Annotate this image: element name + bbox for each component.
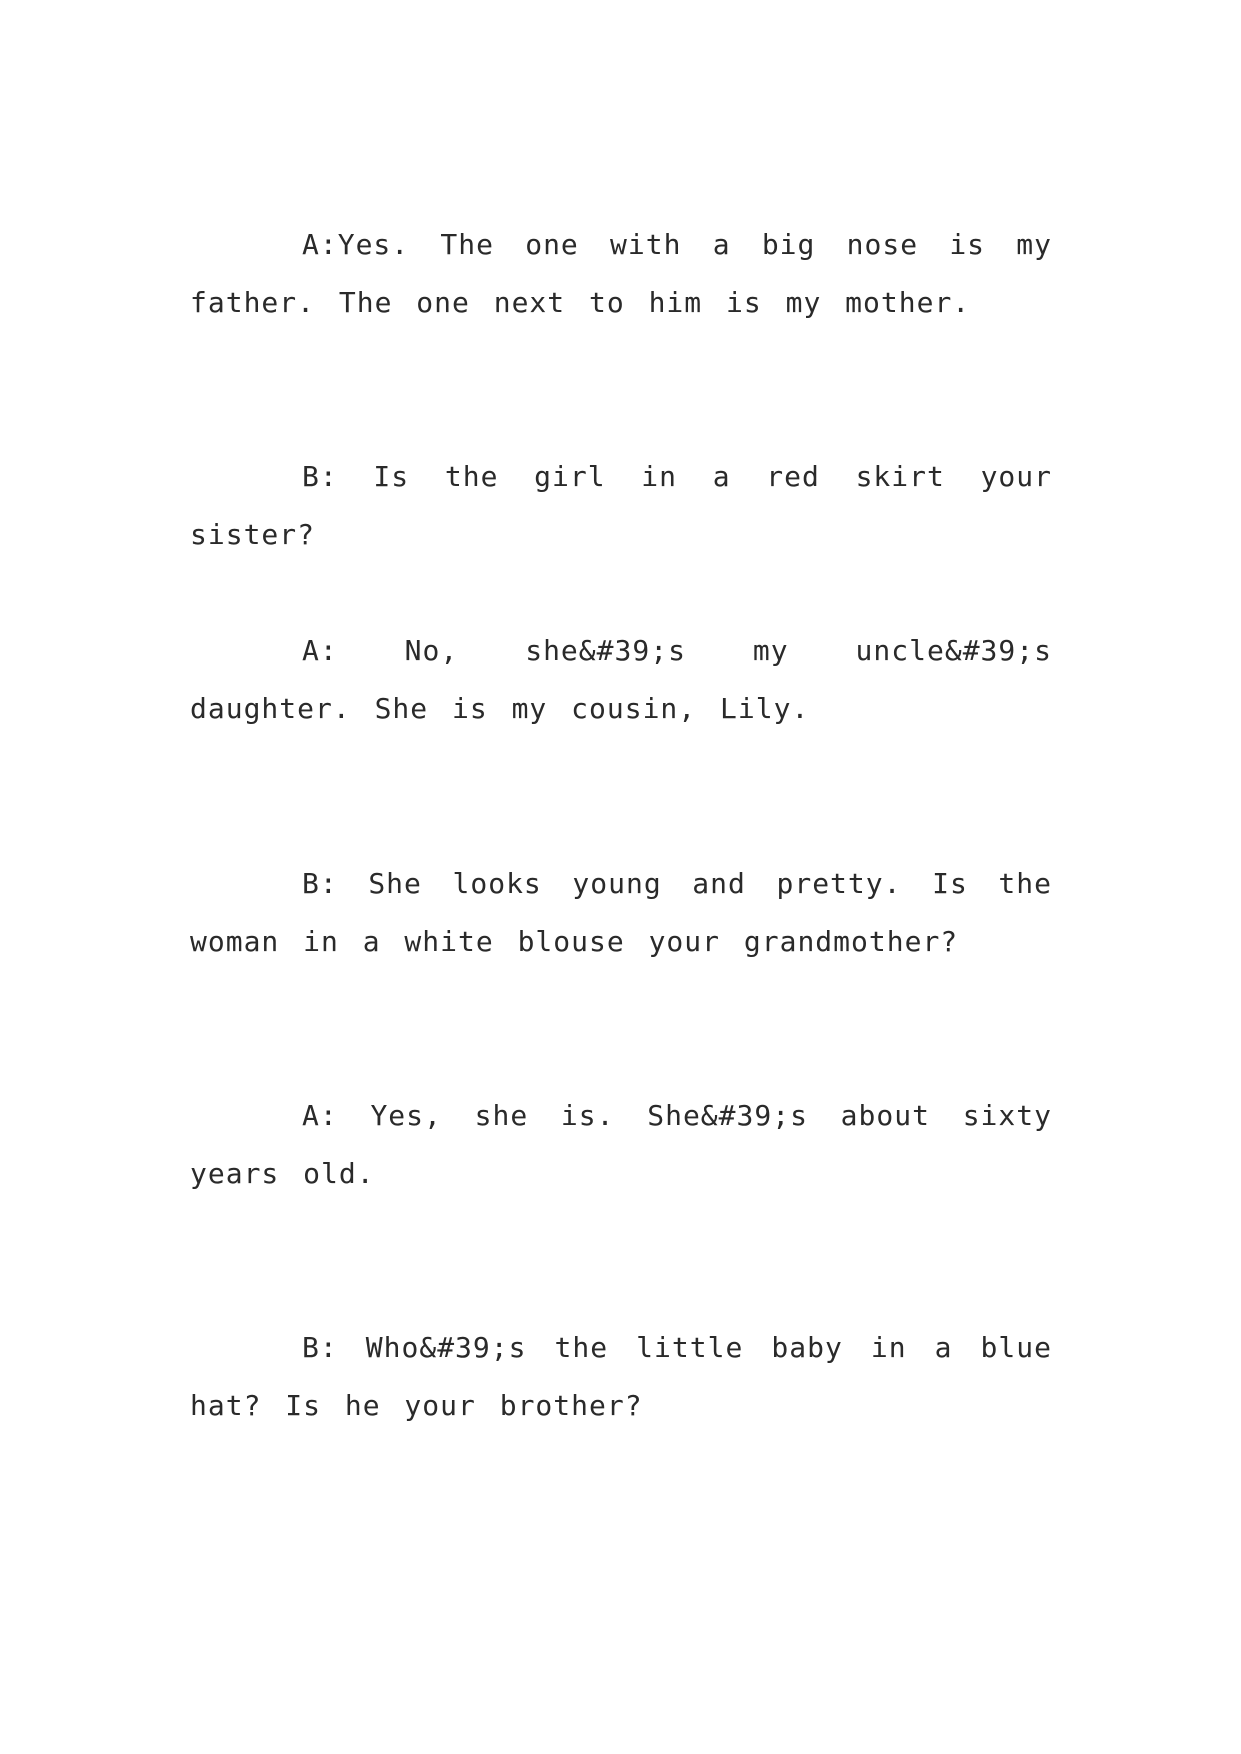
dialogue-line-b-1: B: Is the girl in a red skirt your sister?: [190, 460, 1052, 551]
dialogue-line-a-3: A: Yes, she is. She&#39;s about sixty years old.: [190, 1099, 1052, 1190]
dialogue-line-a-2: A: No, she&#39;s my uncle&#39;s daughter. She is my cousin, Lily.: [190, 634, 1052, 725]
dialogue-line-b-3: B: Who&#39;s the little baby in a blue hat? Is he your brother?: [190, 1331, 1052, 1422]
dialogue-line-b-2: B: She looks young and pretty. Is the woman in a white blouse your grandmother?: [190, 867, 1052, 958]
dialogue-line-a-1: A:Yes. The one with a big nose is my father. The one next to him is my mother.: [190, 228, 1052, 319]
